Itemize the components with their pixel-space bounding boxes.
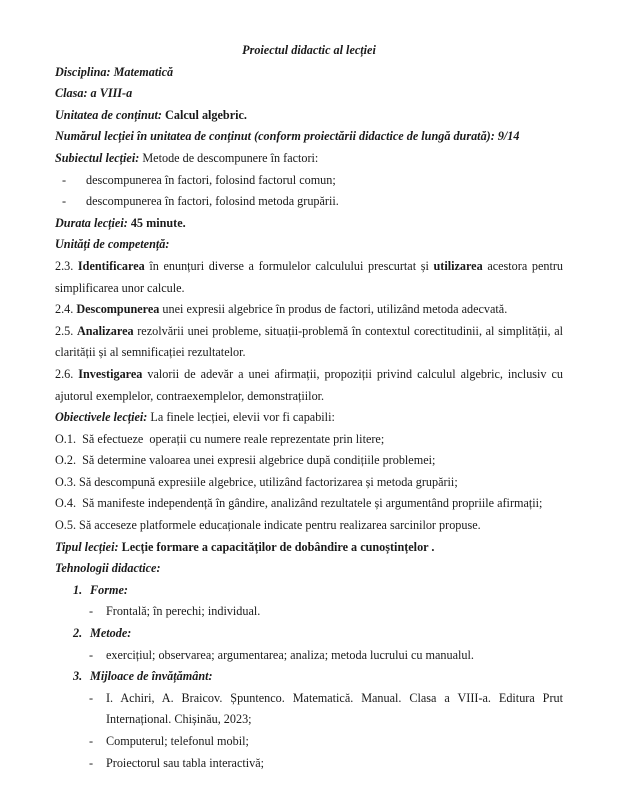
dash-bullet-icon: - bbox=[62, 172, 67, 187]
tehnologii-heading: Tehnologii didactice: bbox=[55, 561, 161, 576]
section-label: Forme: bbox=[90, 582, 128, 597]
disciplina-field: Disciplina: Matematică bbox=[55, 64, 174, 79]
competenta-keyword: Investigarea bbox=[78, 366, 143, 381]
list-item-text: Proiectorul sau tabla interactivă; bbox=[106, 755, 265, 770]
unitatea-label: Unitatea de conținut: bbox=[55, 107, 162, 122]
tipul-label: Tipul lecției: bbox=[55, 539, 119, 554]
durata-field bbox=[55, 213, 563, 235]
obiectiv-item: O.2. Să determine valoarea unei expresii algebrice după condițiile problemei; bbox=[55, 453, 436, 468]
section-number: 2. bbox=[73, 626, 83, 641]
subiect-list-item bbox=[55, 170, 563, 192]
section-label: Metode: bbox=[90, 626, 132, 641]
metode-list-item bbox=[55, 645, 563, 667]
durata-value: 45 minute. bbox=[127, 215, 186, 230]
mijloace-list-item bbox=[55, 688, 563, 731]
obiectiv-item: O.3. Să descompună expresiile algebrice, utilizând factorizarea și metoda grupării; bbox=[55, 474, 458, 489]
obiective-label: Obiectivele lecției: bbox=[55, 410, 148, 425]
unitatea-field bbox=[55, 105, 563, 127]
competenta-number: 2.5. bbox=[55, 323, 77, 338]
numarul-lectiei-field: Numărul lecției în unitatea de conținut (conform proiectării didactice de lungă durată): 9/14 bbox=[55, 129, 520, 144]
competenta-keyword: Descompunerea bbox=[76, 302, 160, 317]
durata-label: Durata lecției: bbox=[55, 215, 128, 230]
competenta-text: rezolvării unei probleme, situații-problemă în contextul corectitudinii, al simplității, al clarității și al semnificației rezultatelor. bbox=[55, 323, 563, 360]
list-item-text: exercițiul; observarea; argumentarea; analiza; metoda lucrului cu manualul. bbox=[106, 647, 474, 662]
competente-heading: Unități de competență: bbox=[55, 237, 170, 252]
competenta-keyword: Analizarea bbox=[76, 323, 134, 338]
obiectiv-item: O.5. Să acceseze platformele educaționale indicate pentru realizarea sarcinilor propuse. bbox=[55, 518, 481, 533]
forme-list-item bbox=[55, 601, 563, 623]
competenta-text: acestora pentru simplificarea unor calcule. bbox=[55, 258, 564, 295]
subiect-list-item bbox=[55, 191, 563, 213]
section-label: Mijloace de învățământ: bbox=[90, 669, 213, 684]
dash-bullet-icon: - bbox=[89, 755, 94, 770]
tipul-value: Lecție formare a capacităților de dobândire a cunoștințelor . bbox=[118, 539, 435, 554]
dash-bullet-icon: - bbox=[89, 690, 94, 705]
document-title: Proiectul didactic al lecției bbox=[242, 43, 376, 57]
dash-bullet-icon: - bbox=[89, 647, 94, 662]
competenta-number: 2.4. bbox=[55, 302, 77, 317]
subiectul-field bbox=[55, 148, 563, 170]
obiective-field bbox=[55, 407, 563, 429]
document-page bbox=[55, 40, 563, 774]
clasa-field: Clasa: a VIII-a bbox=[55, 86, 133, 101]
subiectul-value: Metode de descompunere în factori: bbox=[139, 150, 319, 165]
competenta-text: în enunțuri diverse a formulelor calculului prescurtat și bbox=[144, 258, 434, 273]
competenta-item bbox=[55, 299, 563, 321]
tehnologii-section-metode bbox=[55, 623, 563, 645]
dash-bullet-icon: - bbox=[62, 194, 67, 209]
competenta-item bbox=[55, 256, 563, 299]
competenta-number: 2.3. bbox=[55, 258, 78, 273]
competenta-item bbox=[55, 321, 563, 364]
tipul-field bbox=[55, 537, 563, 559]
competenta-keyword: utilizarea bbox=[433, 258, 483, 273]
list-item-text: I. Achiri, A. Braicov. Șpuntenco. Matematică. Manual. Clasa a VIII-a. Editura Prut Internațional. Chișinău, 2023; bbox=[106, 690, 563, 727]
subiect-item-text: descompunerea în factori, folosind factorul comun; bbox=[86, 172, 336, 187]
dash-bullet-icon: - bbox=[89, 604, 94, 619]
competenta-keyword: Identificarea bbox=[77, 258, 145, 273]
tehnologii-section-mijloace bbox=[55, 666, 563, 688]
obiective-intro: La finele lecției, elevii vor fi capabili: bbox=[147, 410, 335, 425]
obiectiv-item: O.1. Să efectueze operații cu numere reale reprezentate prin litere; bbox=[55, 431, 385, 446]
mijloace-list-item bbox=[55, 731, 563, 753]
tehnologii-section-forme bbox=[55, 580, 563, 602]
competenta-number: 2.6. bbox=[55, 366, 79, 381]
mijloace-list-item bbox=[55, 753, 563, 775]
subiect-item-text: descompunerea în factori, folosind metoda grupării. bbox=[86, 194, 339, 209]
competenta-text: unei expresii algebrice în produs de factori, utilizând metoda adecvată. bbox=[159, 302, 508, 317]
list-item-text: Frontală; în perechi; individual. bbox=[106, 604, 261, 619]
competenta-item bbox=[55, 364, 563, 407]
dash-bullet-icon: - bbox=[89, 734, 94, 748]
section-number: 3. bbox=[73, 669, 83, 684]
list-item-text: Computerul; telefonul mobil; bbox=[106, 734, 249, 748]
unitatea-value: Calcul algebric. bbox=[162, 107, 247, 122]
subiectul-label: Subiectul lecției: bbox=[55, 150, 140, 165]
section-number: 1. bbox=[73, 582, 83, 597]
competenta-text: valorii de adevăr a unei afirmații, propoziții privind calculul algebric, inclusiv cu ajutorul exemplelor, contraexemplelor, demonstrațiilor. bbox=[55, 366, 564, 403]
obiectiv-item: O.4. Să manifeste independență în gândire, analizând rezultatele și argumentând propriile afirmații; bbox=[55, 496, 543, 511]
